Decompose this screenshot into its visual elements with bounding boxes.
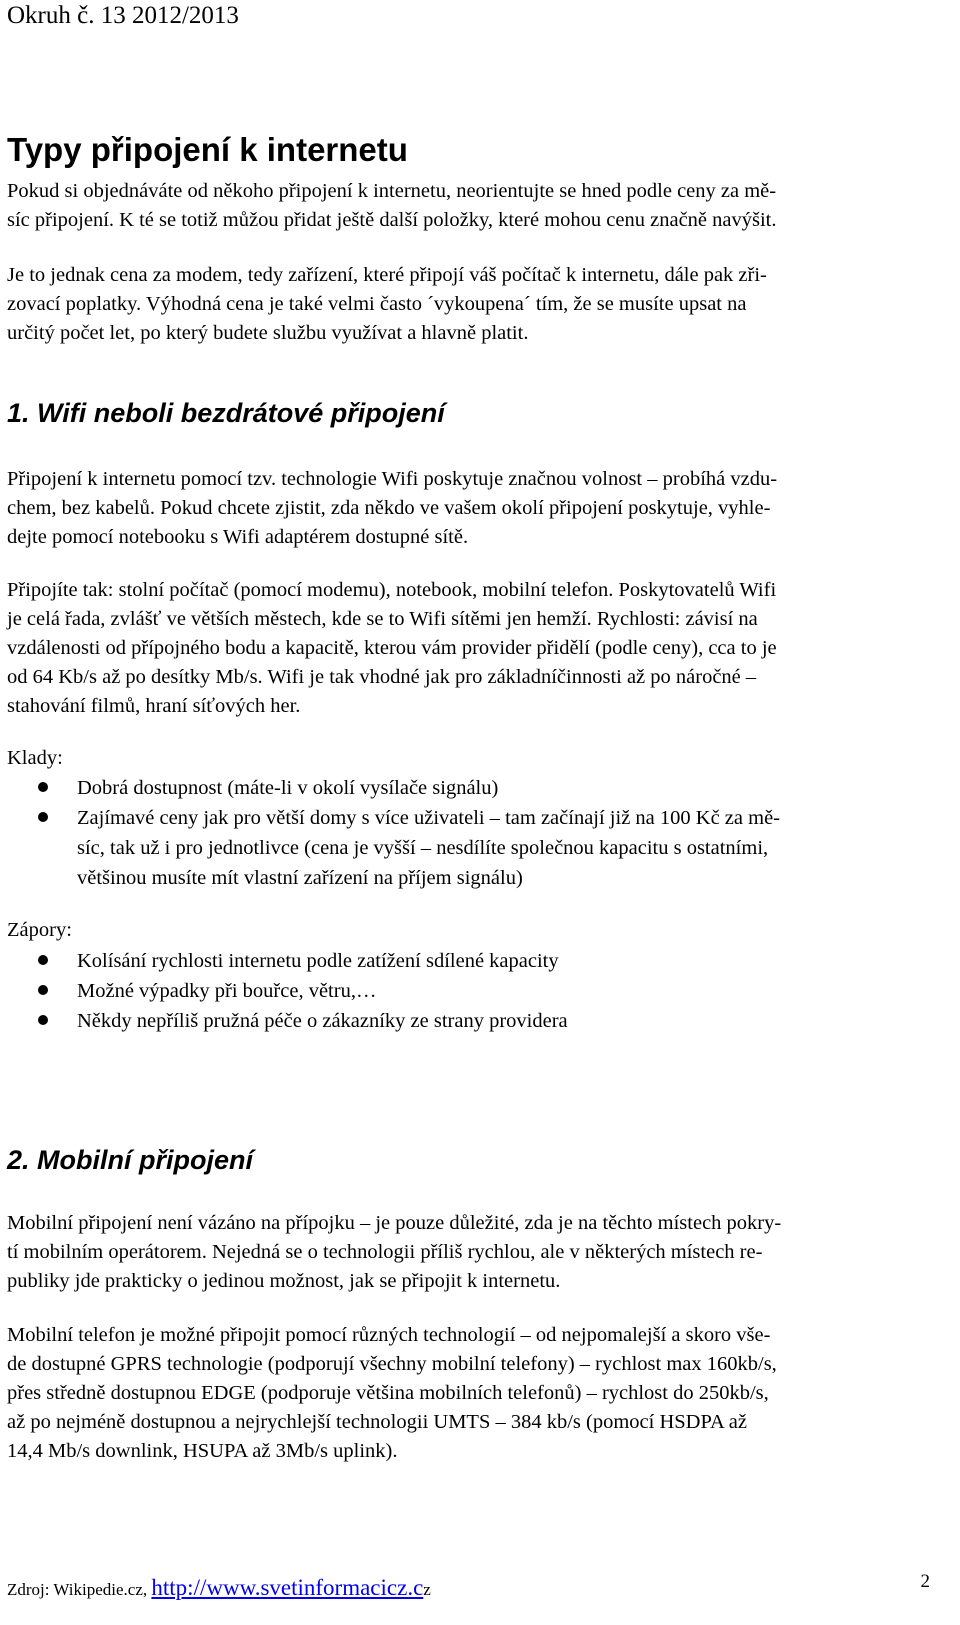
text-line: dejte pomocí notebooku s Wifi adaptérem dostupné sítě. <box>7 526 469 548</box>
text-line: zovací poplatky. Výhodná cena je také velmi často ´vykoupena´ tím, že se musíte upsat na <box>7 293 747 315</box>
text-line: tí mobilním operátorem. Nejedná se o technologii příliš rychlou, ale v některých místech re- <box>7 1241 763 1263</box>
bullet-icon <box>38 985 48 995</box>
document-title: Typy připojení k internetu <box>7 131 408 168</box>
text-line: Možné výpadky při bouřce, větru,… <box>77 980 377 1002</box>
text-line: Někdy nepříliš pružná péče o zákazníky ze strany providera <box>77 1010 568 1032</box>
text-line: je celá řada, zvlášť ve větších městech, kde se to Wifi sítěmi jen hemží. Rychlosti: závisí na <box>7 608 758 630</box>
page-number: 2 <box>920 1571 930 1592</box>
text-line: přes středně dostupnou EDGE (podporuje většina mobilních telefonů) – rychlost do 250kb/s, <box>7 1382 769 1404</box>
text-line: určitý počet let, po který budete službu využívat a hlavně platit. <box>7 322 529 344</box>
intro-paragraph-2 <box>7 261 767 348</box>
page-header-title: Okruh č. 13 2012/2013 <box>7 2 239 29</box>
pros-list <box>0 773 780 893</box>
text-line: de dostupné GPRS technologie (podporují všechny mobilní telefony) – rychlost max 160kb/s, <box>7 1353 777 1375</box>
text-line: síc připojení. K té se totiž můžou přidat ještě další položky, které mohou cenu značně navýšit. <box>7 209 777 231</box>
text-line: 14,4 Mb/s downlink, HSUPA až 3Mb/s uplink). <box>7 1440 398 1462</box>
section-heading-mobile: 2. Mobilní připojení <box>7 1145 253 1175</box>
mobile-paragraph-1 <box>7 1209 781 1296</box>
text-line: Mobilní telefon je možné připojit pomocí různých technologií – od nejpomalejší a skoro vše- <box>7 1324 771 1346</box>
pros-label: Klady: <box>7 747 63 769</box>
bullet-icon <box>38 1015 48 1025</box>
wifi-paragraph-1 <box>7 465 777 552</box>
footer-source <box>7 1573 431 1605</box>
text-line: síc, tak už i pro jednotlivce (cena je vyšší – nesdílíte společnou kapacitu s ostatními, <box>77 837 769 859</box>
text-line: od 64 Kb/s až po desítky Mb/s. Wifi je tak vhodné jak pro základníčinnosti až po náročné – <box>7 666 757 688</box>
bullet-icon <box>38 812 48 822</box>
text-line: Připojíte tak: stolní počítač (pomocí modemu), notebook, mobilní telefon. Poskytovatelů Wifi <box>7 579 777 601</box>
list-item <box>0 976 568 1006</box>
list-item <box>0 773 780 803</box>
text-line: Zajímavé ceny jak pro větší domy s více uživateli – tam začínají již na 100 Kč za mě- <box>77 807 780 829</box>
mobile-paragraph-2 <box>7 1321 777 1466</box>
text-line: publiky jde prakticky o jedinou možnost, jak se připojit k internetu. <box>7 1270 561 1292</box>
section-heading-wifi: 1. Wifi neboli bezdrátové připojení <box>7 398 445 428</box>
list-item <box>0 1006 568 1036</box>
text-line: stahování filmů, hraní síťových her. <box>7 695 301 717</box>
text-line: Kolísání rychlosti internetu podle zatížení sdílené kapacity <box>77 950 559 972</box>
cons-label: Zápory: <box>7 919 72 941</box>
text-line: chem, bez kabelů. Pokud chcete zjistit, zda někdo ve vašem okolí připojení poskytuje, vyhle- <box>7 497 771 519</box>
cons-list <box>0 946 568 1036</box>
text-line: Je to jednak cena za modem, tedy zařízení, které připojí váš počítač k internetu, dále pak zři- <box>7 264 767 286</box>
text-line: až po nejméně dostupnou a nejrychlejší technologii UMTS – 384 kb/s (pomocí HSDPA až <box>7 1411 747 1433</box>
text-line: většinou musíte mít vlastní zařízení na příjem signálu) <box>77 867 523 889</box>
source-link-tail: z <box>423 1580 431 1599</box>
footer-source-label: Zdroj: Wikipedie.cz, <box>7 1580 152 1599</box>
text-line: Připojení k internetu pomocí tzv. technologie Wifi poskytuje značnou volnost – probíhá vzdu- <box>7 468 778 490</box>
text-line: Pokud si objednáváte od někoho připojení k internetu, neorientujte se hned podle ceny za mě- <box>7 180 777 202</box>
wifi-paragraph-2 <box>7 576 777 721</box>
text-line: Mobilní připojení není vázáno na přípojku – je pouze důležité, zda je na těchto místech pokry- <box>7 1212 782 1234</box>
source-link[interactable]: http://www.svetinformacicz.c <box>151 1575 424 1600</box>
intro-paragraph-1 <box>7 177 776 235</box>
list-item <box>0 946 568 976</box>
bullet-icon <box>38 955 48 965</box>
text-line: vzdálenosti od přípojného bodu a kapacitě, kterou vám provider přidělí (podle ceny), cca to je <box>7 637 777 659</box>
text-line: Dobrá dostupnost (máte-li v okolí vysílače signálu) <box>77 777 499 799</box>
bullet-icon <box>38 782 48 792</box>
list-item <box>0 803 780 893</box>
